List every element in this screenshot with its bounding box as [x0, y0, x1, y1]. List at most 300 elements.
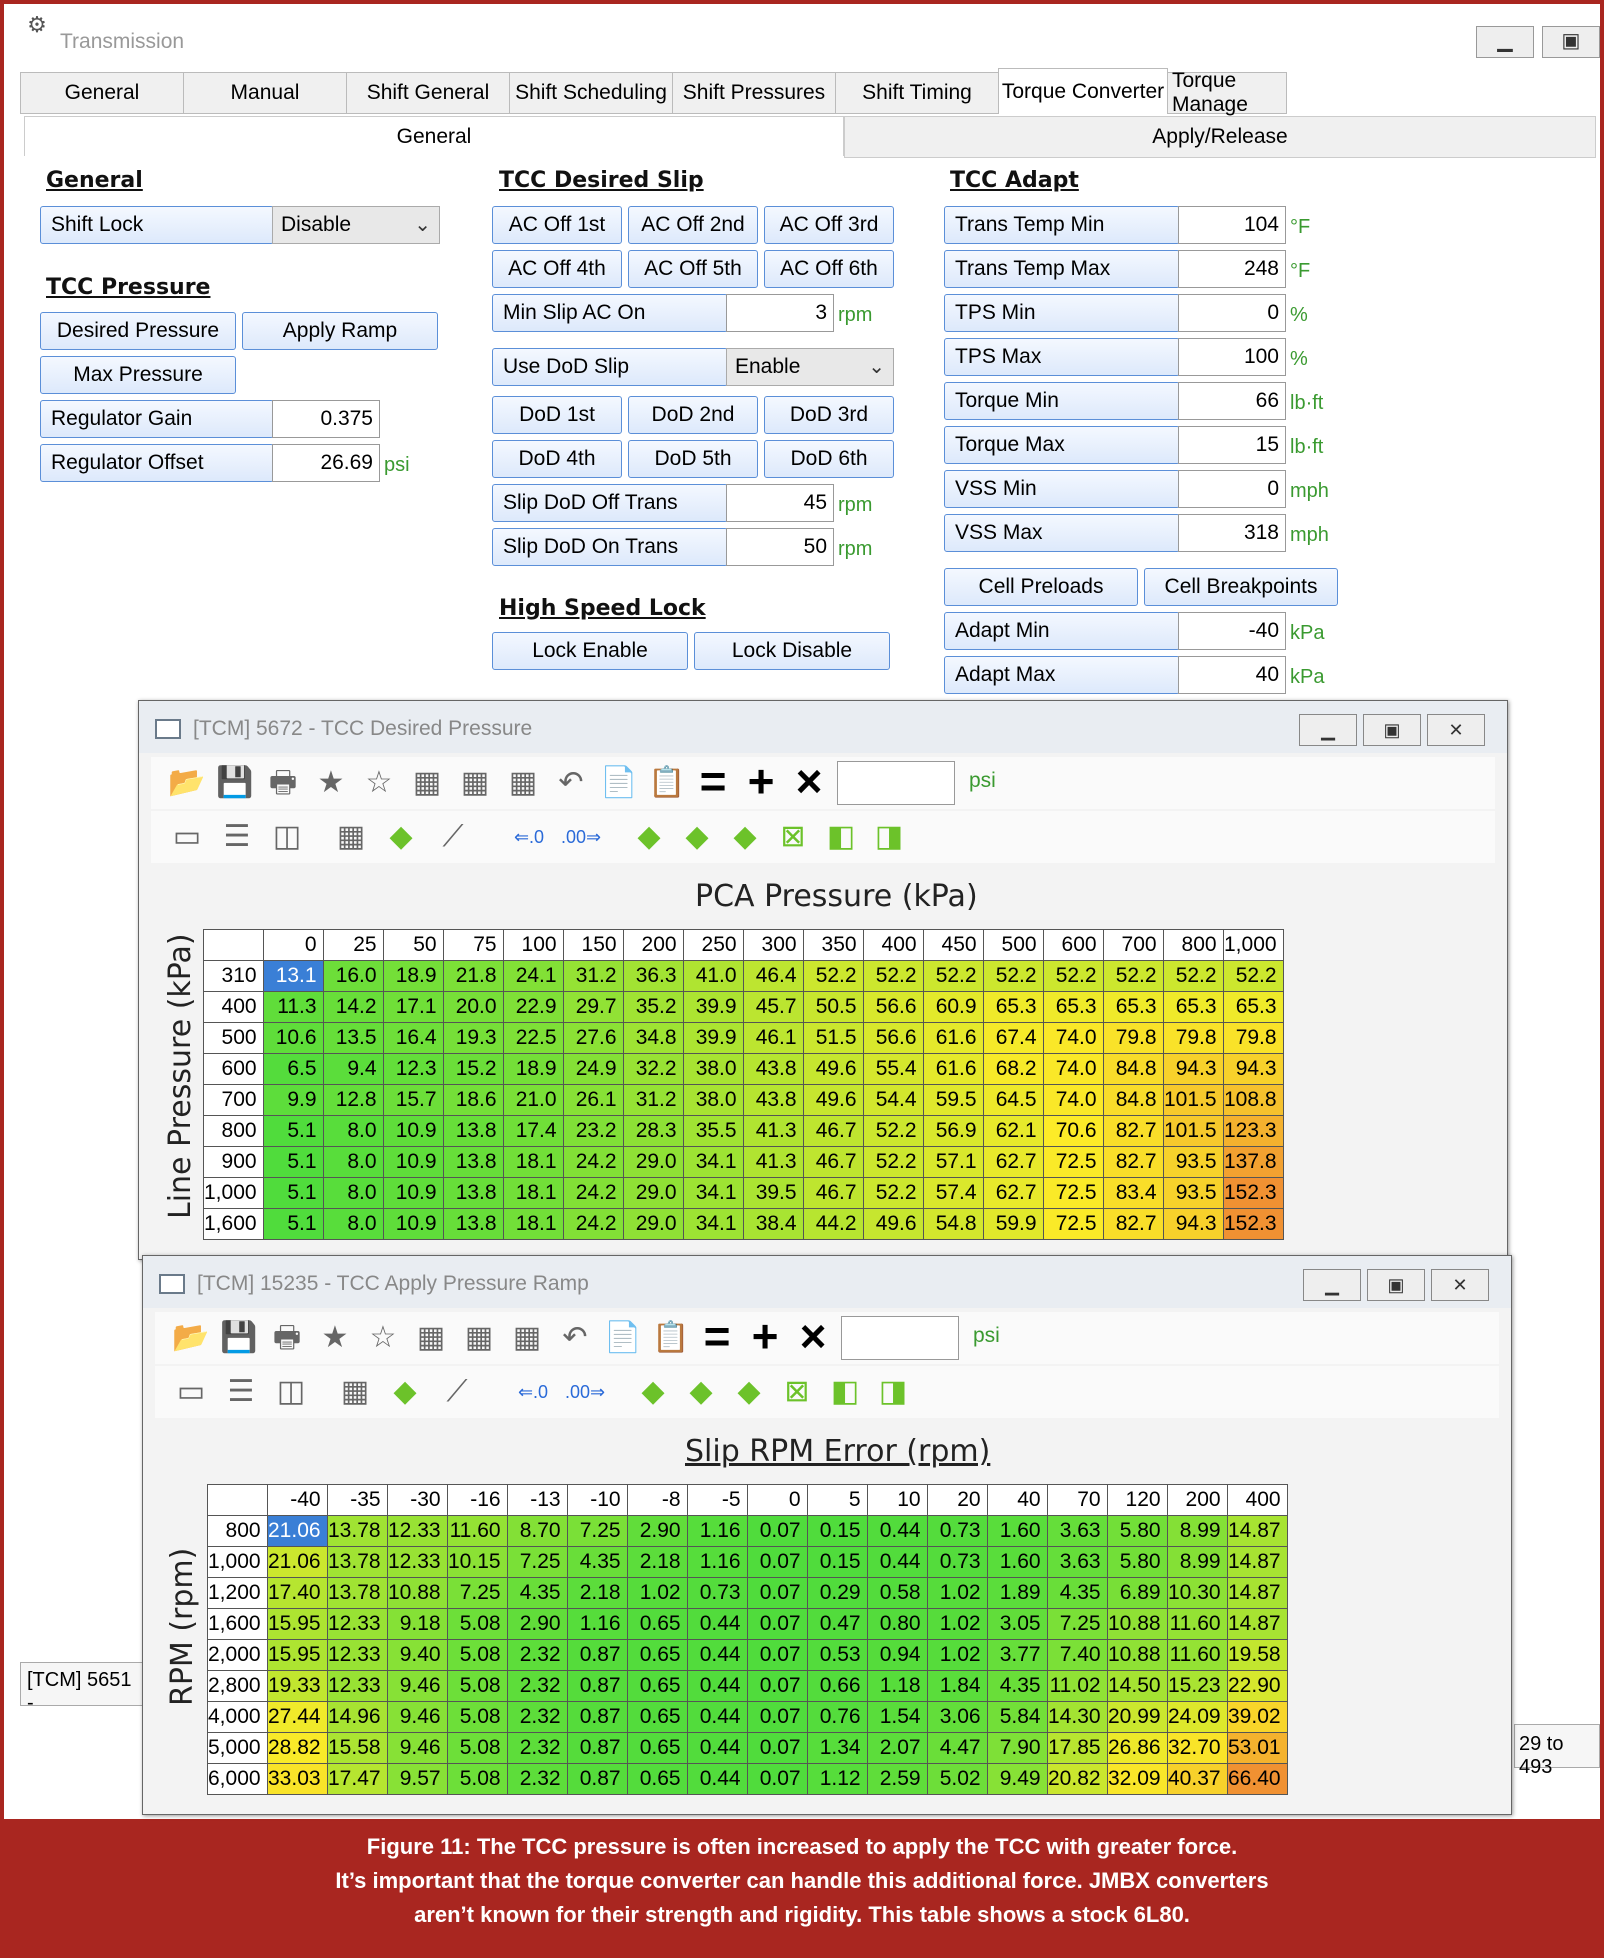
surface-right-icon[interactable]: ◆ — [685, 820, 709, 853]
table-cell[interactable]: 20.82 — [1047, 1764, 1107, 1795]
table-cell[interactable]: 1.60 — [987, 1547, 1047, 1578]
table-cell[interactable]: 39.9 — [683, 992, 743, 1023]
table-cell[interactable]: 0.07 — [747, 1516, 807, 1547]
table-cell[interactable]: 59.9 — [983, 1209, 1043, 1240]
table-cell[interactable]: 7.25 — [567, 1516, 627, 1547]
table-cell[interactable]: 2.90 — [627, 1516, 687, 1547]
table-cell[interactable]: 0.65 — [627, 1702, 687, 1733]
table-cell[interactable]: 65.3 — [983, 992, 1043, 1023]
table-cell[interactable]: 13.5 — [323, 1023, 383, 1054]
table-cell[interactable]: 52.2 — [863, 1116, 923, 1147]
apply-ramp-button[interactable]: Apply Ramp — [242, 312, 438, 350]
table-cell[interactable]: 21.8 — [443, 961, 503, 992]
table-cell[interactable]: 54.4 — [863, 1085, 923, 1116]
table-cell[interactable]: 1.16 — [687, 1516, 747, 1547]
tab-shift-pressures[interactable]: Shift Pressures — [672, 72, 836, 114]
column-header[interactable]: 50 — [383, 930, 443, 961]
table-cell[interactable]: 15.7 — [383, 1085, 443, 1116]
column-header[interactable]: 200 — [1167, 1485, 1227, 1516]
table-cell[interactable]: 12.33 — [387, 1516, 447, 1547]
table-cell[interactable]: 13.78 — [327, 1578, 387, 1609]
table-cell[interactable]: 12.33 — [327, 1640, 387, 1671]
minimize-button[interactable]: ▁ — [1303, 1269, 1361, 1301]
shift-lock-select[interactable] — [272, 206, 440, 244]
table-cell[interactable]: 13.8 — [443, 1116, 503, 1147]
table-cell[interactable]: 0.65 — [627, 1609, 687, 1640]
table-cell[interactable]: 14.96 — [327, 1702, 387, 1733]
table-cell[interactable]: 14.87 — [1227, 1609, 1287, 1640]
lock-enable-button[interactable]: Lock Enable — [492, 632, 688, 670]
torque-min-field[interactable]: 66 — [1178, 382, 1286, 420]
table-cell[interactable]: 18.1 — [503, 1209, 563, 1240]
table-cell[interactable]: 10.9 — [383, 1209, 443, 1240]
table-cell[interactable]: 46.4 — [743, 961, 803, 992]
table-cell[interactable]: 59.5 — [923, 1085, 983, 1116]
table-cell[interactable]: 5.08 — [447, 1671, 507, 1702]
table-cell[interactable]: 4.35 — [987, 1671, 1047, 1702]
table-cell[interactable]: 82.7 — [1103, 1147, 1163, 1178]
column-header[interactable]: 20 — [927, 1485, 987, 1516]
tcc-apply-pressure-ramp-table[interactable] — [207, 1484, 1288, 1795]
table-cell[interactable]: 19.58 — [1227, 1640, 1287, 1671]
table-cell[interactable]: 21.0 — [503, 1085, 563, 1116]
surface-right-icon[interactable]: ◆ — [689, 1375, 713, 1408]
table-cell[interactable]: 93.5 — [1163, 1147, 1223, 1178]
table-cell[interactable]: 10.88 — [387, 1578, 447, 1609]
table-cell[interactable]: 29.0 — [623, 1178, 683, 1209]
table-cell[interactable]: 10.9 — [383, 1147, 443, 1178]
desired-pressure-button[interactable]: Desired Pressure — [40, 312, 236, 350]
table-cell[interactable]: 17.1 — [383, 992, 443, 1023]
paste-icon[interactable]: 📋 — [652, 1321, 690, 1354]
column-header[interactable]: 5 — [807, 1485, 867, 1516]
column-header[interactable]: 600 — [1043, 930, 1103, 961]
table-cell[interactable]: 5.80 — [1107, 1547, 1167, 1578]
table-cell[interactable]: 52.2 — [863, 961, 923, 992]
table-cell[interactable]: 41.0 — [683, 961, 743, 992]
table-cell[interactable]: 5.1 — [263, 1178, 323, 1209]
table-cell[interactable]: 5.08 — [447, 1640, 507, 1671]
vss-max-field[interactable]: 318 — [1178, 514, 1286, 552]
table-cell[interactable]: 22.90 — [1227, 1671, 1287, 1702]
column-header[interactable]: 100 — [503, 930, 563, 961]
restore-button[interactable]: ▣ — [1363, 714, 1421, 746]
restore-button[interactable]: ▣ — [1367, 1269, 1425, 1301]
table-cell[interactable]: 14.87 — [1227, 1547, 1287, 1578]
row-header[interactable]: 1,000 — [204, 1178, 264, 1209]
table-cell[interactable]: 0.65 — [627, 1733, 687, 1764]
tab-shift-scheduling[interactable]: Shift Scheduling — [509, 72, 673, 114]
table-cell[interactable]: 2.59 — [867, 1764, 927, 1795]
slip-dod-on-field[interactable]: 50 — [726, 528, 834, 566]
table-cell[interactable]: 68.2 — [983, 1054, 1043, 1085]
table-cell[interactable]: 31.2 — [563, 961, 623, 992]
table-cell[interactable]: 66.40 — [1227, 1764, 1287, 1795]
table-cell[interactable]: 22.5 — [503, 1023, 563, 1054]
table-cell[interactable]: 2.07 — [867, 1733, 927, 1764]
table-cell[interactable]: 56.6 — [863, 992, 923, 1023]
table-cell[interactable]: 1.16 — [687, 1547, 747, 1578]
table-cell[interactable]: 39.9 — [683, 1023, 743, 1054]
cell-border-icon[interactable]: ◨ — [874, 820, 904, 853]
undo-icon[interactable]: ↶ — [562, 1321, 588, 1354]
table-cell[interactable]: 56.9 — [923, 1116, 983, 1147]
decrease-decimals-icon[interactable]: ⇐.0 — [513, 827, 545, 847]
table-cell[interactable]: 0.44 — [687, 1764, 747, 1795]
table-compare-icon[interactable]: ▦ — [508, 766, 538, 799]
add-favorite-icon[interactable]: ★ — [321, 1321, 349, 1354]
table-cell[interactable]: 52.2 — [1043, 961, 1103, 992]
table-cell[interactable]: 46.7 — [803, 1116, 863, 1147]
table-cell[interactable]: 20.99 — [1107, 1702, 1167, 1733]
tps-max-field[interactable]: 100 — [1178, 338, 1286, 376]
table-cell[interactable]: 50.5 — [803, 992, 863, 1023]
table-cell[interactable]: 65.3 — [1103, 992, 1163, 1023]
table-cell[interactable]: 1.02 — [627, 1578, 687, 1609]
table-cell[interactable]: 9.9 — [263, 1085, 323, 1116]
cell-preloads-button[interactable]: Cell Preloads — [944, 568, 1138, 606]
table-cell[interactable]: 5.08 — [447, 1702, 507, 1733]
table-cell[interactable]: 34.8 — [623, 1023, 683, 1054]
column-header[interactable]: -40 — [267, 1485, 327, 1516]
table-cell[interactable]: 15.23 — [1167, 1671, 1227, 1702]
table-cell[interactable]: 12.8 — [323, 1085, 383, 1116]
column-header[interactable]: 700 — [1103, 930, 1163, 961]
table-cell[interactable]: 8.0 — [323, 1116, 383, 1147]
trans-temp-min-field[interactable]: 104 — [1178, 206, 1286, 244]
table-cell[interactable]: 0.73 — [687, 1578, 747, 1609]
table-cell[interactable]: 45.7 — [743, 992, 803, 1023]
table-view-icon[interactable]: ▦ — [336, 820, 366, 853]
tab-shift-timing[interactable]: Shift Timing — [835, 72, 999, 114]
table-cell[interactable]: 94.3 — [1163, 1054, 1223, 1085]
row-header[interactable]: 5,000 — [208, 1733, 268, 1764]
surface-3d-icon[interactable]: ◆ — [393, 1375, 417, 1408]
minimize-button[interactable]: ▁ — [1476, 26, 1534, 58]
table-cell[interactable]: 39.02 — [1227, 1702, 1287, 1733]
table-cell[interactable]: 62.7 — [983, 1147, 1043, 1178]
table-cell[interactable]: 0.44 — [687, 1609, 747, 1640]
table-cell[interactable]: 1.60 — [987, 1516, 1047, 1547]
column-header[interactable]: 150 — [563, 930, 623, 961]
table-cell[interactable]: 5.84 — [987, 1702, 1047, 1733]
column-header[interactable]: 300 — [743, 930, 803, 961]
table-cell[interactable]: 1.12 — [807, 1764, 867, 1795]
table-cell[interactable]: 52.2 — [923, 961, 983, 992]
table-cell[interactable]: 0.66 — [807, 1671, 867, 1702]
table-cell[interactable]: 24.1 — [503, 961, 563, 992]
table-cell[interactable]: 35.2 — [623, 992, 683, 1023]
table-cell[interactable]: 0.15 — [807, 1547, 867, 1578]
column-header[interactable]: 40 — [987, 1485, 1047, 1516]
table-cell[interactable]: 12.33 — [387, 1547, 447, 1578]
lock-disable-button[interactable]: Lock Disable — [694, 632, 890, 670]
table-cell[interactable]: 54.8 — [923, 1209, 983, 1240]
table-cell[interactable]: 101.5 — [1163, 1085, 1223, 1116]
table-cell[interactable]: 15.58 — [327, 1733, 387, 1764]
table-cell[interactable]: 29.0 — [623, 1147, 683, 1178]
slip-dod-off-field[interactable]: 45 — [726, 484, 834, 522]
table-cell[interactable]: 53.01 — [1227, 1733, 1287, 1764]
table-cell[interactable]: 0.15 — [807, 1516, 867, 1547]
table-cell[interactable]: 5.1 — [263, 1147, 323, 1178]
copy-icon[interactable]: 📄 — [600, 766, 638, 799]
table-compare-icon[interactable]: ▦ — [512, 1321, 542, 1354]
table-cell[interactable]: 55.4 — [863, 1054, 923, 1085]
close-button[interactable]: ✕ — [1427, 714, 1485, 746]
table-cell[interactable]: 24.2 — [563, 1178, 623, 1209]
table-cell[interactable]: 8.0 — [323, 1147, 383, 1178]
table-cell[interactable]: 5.08 — [447, 1764, 507, 1795]
undo-icon[interactable]: ↶ — [558, 766, 584, 799]
decrease-decimals-icon[interactable]: ⇐.0 — [517, 1382, 549, 1402]
graph-icon[interactable]: ⟋ — [442, 820, 464, 853]
table-cell[interactable]: 24.09 — [1167, 1702, 1227, 1733]
split-vertical-icon[interactable]: ◫ — [272, 820, 302, 853]
table-cell[interactable]: 10.88 — [1107, 1640, 1167, 1671]
column-header[interactable]: 70 — [1047, 1485, 1107, 1516]
table-cell[interactable]: 5.08 — [447, 1609, 507, 1640]
table-cell[interactable]: 0.87 — [567, 1764, 627, 1795]
table-cell[interactable]: 10.88 — [1107, 1609, 1167, 1640]
table-cell[interactable]: 0.65 — [627, 1764, 687, 1795]
table-cell[interactable]: 9.49 — [987, 1764, 1047, 1795]
table-cell[interactable]: 61.6 — [923, 1023, 983, 1054]
table-cell[interactable]: 108.8 — [1223, 1085, 1283, 1116]
subtab-general[interactable]: General — [24, 116, 844, 156]
table-cell[interactable]: 9.57 — [387, 1764, 447, 1795]
subtab-apply-release[interactable]: Apply/Release — [844, 116, 1596, 158]
table-cell[interactable]: 11.60 — [1167, 1640, 1227, 1671]
table-cell[interactable]: 19.33 — [267, 1671, 327, 1702]
column-header[interactable]: 0 — [747, 1485, 807, 1516]
table-cell[interactable]: 41.3 — [743, 1116, 803, 1147]
cell-fill-icon[interactable]: ◧ — [830, 1375, 860, 1408]
cell-fill-icon[interactable]: ◧ — [826, 820, 856, 853]
table-cell[interactable]: 14.50 — [1107, 1671, 1167, 1702]
table-cell[interactable]: 14.87 — [1227, 1578, 1287, 1609]
table-cell[interactable]: 2.32 — [507, 1671, 567, 1702]
tps-min-field[interactable]: 0 — [1178, 294, 1286, 332]
table-cell[interactable]: 70.6 — [1043, 1116, 1103, 1147]
table-cell[interactable]: 16.4 — [383, 1023, 443, 1054]
surface-left-icon[interactable]: ◆ — [641, 1375, 665, 1408]
table-cell[interactable]: 13.8 — [443, 1209, 503, 1240]
table-cell[interactable]: 32.09 — [1107, 1764, 1167, 1795]
table-cell[interactable]: 38.4 — [743, 1209, 803, 1240]
table-cell[interactable]: 0.47 — [807, 1609, 867, 1640]
split-horizontal-icon[interactable]: ☰ — [227, 1375, 255, 1408]
table-cell[interactable]: 7.25 — [447, 1578, 507, 1609]
table-cell[interactable]: 9.46 — [387, 1702, 447, 1733]
table-cell[interactable]: 5.08 — [447, 1733, 507, 1764]
table-cell[interactable]: 0.44 — [687, 1640, 747, 1671]
surface-top-icon[interactable]: ◆ — [737, 1375, 761, 1408]
table-cell[interactable]: 65.3 — [1163, 992, 1223, 1023]
table-cell[interactable]: 0.87 — [567, 1702, 627, 1733]
table-cell[interactable]: 21.06 — [267, 1516, 327, 1547]
column-header[interactable]: 120 — [1107, 1485, 1167, 1516]
table-cell[interactable]: 2.18 — [567, 1578, 627, 1609]
table-cell[interactable]: 2.32 — [507, 1702, 567, 1733]
table-cell[interactable]: 83.4 — [1103, 1178, 1163, 1209]
table-cell[interactable]: 52.2 — [803, 961, 863, 992]
table-cell[interactable]: 20.0 — [443, 992, 503, 1023]
table-cell[interactable]: 41.3 — [743, 1147, 803, 1178]
table-cell[interactable]: 152.3 — [1223, 1178, 1283, 1209]
table-cell[interactable]: 1.02 — [927, 1609, 987, 1640]
table-cell[interactable]: 8.99 — [1167, 1547, 1227, 1578]
table-cell[interactable]: 17.40 — [267, 1578, 327, 1609]
table-cell[interactable]: 3.06 — [927, 1702, 987, 1733]
column-header[interactable]: 350 — [803, 930, 863, 961]
table-cell[interactable]: 24.9 — [563, 1054, 623, 1085]
cell-select-icon[interactable]: ⊠ — [780, 820, 806, 853]
dod-4th-button[interactable]: DoD 4th — [492, 440, 622, 478]
table-cell[interactable]: 2.32 — [507, 1764, 567, 1795]
table-cell[interactable]: 26.86 — [1107, 1733, 1167, 1764]
table-cell[interactable]: 21.06 — [267, 1547, 327, 1578]
table-cell[interactable]: 60.9 — [923, 992, 983, 1023]
table-cell[interactable]: 36.3 — [623, 961, 683, 992]
column-header[interactable]: 450 — [923, 930, 983, 961]
column-header[interactable]: 25 — [323, 930, 383, 961]
surface-top-icon[interactable]: ◆ — [733, 820, 757, 853]
table-cell[interactable]: 35.5 — [683, 1116, 743, 1147]
row-header[interactable]: 4,000 — [208, 1702, 268, 1733]
table-cell[interactable]: 61.6 — [923, 1054, 983, 1085]
table-cell[interactable]: 0.73 — [927, 1547, 987, 1578]
table-cell[interactable]: 4.35 — [567, 1547, 627, 1578]
table-cell[interactable]: 14.2 — [323, 992, 383, 1023]
dod-6th-button[interactable]: DoD 6th — [764, 440, 894, 478]
table-cell[interactable]: 84.8 — [1103, 1054, 1163, 1085]
column-header[interactable]: -10 — [567, 1485, 627, 1516]
tab-shift-general[interactable]: Shift General — [346, 72, 510, 114]
table-cell[interactable]: 5.80 — [1107, 1516, 1167, 1547]
row-header[interactable]: 1,200 — [208, 1578, 268, 1609]
table-cell[interactable]: 2.18 — [627, 1547, 687, 1578]
table-cell[interactable]: 65.3 — [1223, 992, 1283, 1023]
table-cell[interactable]: 32.2 — [623, 1054, 683, 1085]
table-cell[interactable]: 14.87 — [1227, 1516, 1287, 1547]
table-cell[interactable]: 52.2 — [863, 1147, 923, 1178]
table-cell[interactable]: 17.47 — [327, 1764, 387, 1795]
table-cell[interactable]: 0.87 — [567, 1733, 627, 1764]
increase-decimals-icon[interactable]: .00⇒ — [560, 827, 602, 847]
column-header[interactable]: 400 — [1227, 1485, 1287, 1516]
adapt-min-field[interactable]: -40 — [1178, 612, 1286, 650]
table-cell[interactable]: 7.25 — [507, 1547, 567, 1578]
remove-favorite-icon[interactable]: ☆ — [365, 766, 393, 799]
ac-off-4th-button[interactable]: AC Off 4th — [492, 250, 622, 288]
table-cell[interactable]: 79.8 — [1163, 1023, 1223, 1054]
ac-off-5th-button[interactable]: AC Off 5th — [628, 250, 758, 288]
table-cell[interactable]: 18.9 — [383, 961, 443, 992]
open-icon[interactable]: 📂 — [168, 766, 206, 799]
table-view-icon[interactable]: ▦ — [340, 1375, 370, 1408]
table-cell[interactable]: 49.6 — [803, 1054, 863, 1085]
table-cell[interactable]: 0.07 — [747, 1640, 807, 1671]
single-view-icon[interactable]: ▭ — [176, 1375, 206, 1408]
table-cell[interactable]: 0.65 — [627, 1671, 687, 1702]
table-cell[interactable]: 3.63 — [1047, 1547, 1107, 1578]
table-cell[interactable]: 0.87 — [567, 1671, 627, 1702]
table-cell[interactable]: 52.2 — [1163, 961, 1223, 992]
column-header[interactable]: -8 — [627, 1485, 687, 1516]
add-favorite-icon[interactable]: ★ — [317, 766, 345, 799]
row-header[interactable]: 500 — [204, 1023, 264, 1054]
table-cell[interactable]: 11.3 — [263, 992, 323, 1023]
row-header[interactable]: 600 — [204, 1054, 264, 1085]
table-cell[interactable]: 4.35 — [507, 1578, 567, 1609]
column-header[interactable]: 800 — [1163, 930, 1223, 961]
table-cell[interactable]: 13.8 — [443, 1178, 503, 1209]
table-cell[interactable]: 0.44 — [687, 1671, 747, 1702]
table-cell[interactable]: 84.8 — [1103, 1085, 1163, 1116]
paste-icon[interactable]: 📋 — [648, 766, 686, 799]
remove-favorite-icon[interactable]: ☆ — [369, 1321, 397, 1354]
table-cell[interactable]: 82.7 — [1103, 1116, 1163, 1147]
table-cell[interactable]: 15.95 — [267, 1640, 327, 1671]
table-cell[interactable]: 62.7 — [983, 1178, 1043, 1209]
row-header[interactable]: 2,000 — [208, 1640, 268, 1671]
table-cell[interactable]: 6.5 — [263, 1054, 323, 1085]
table-cell[interactable]: 1.84 — [927, 1671, 987, 1702]
table-cell[interactable]: 94.3 — [1223, 1054, 1283, 1085]
table-cell[interactable]: 32.70 — [1167, 1733, 1227, 1764]
row-header[interactable]: 900 — [204, 1147, 264, 1178]
table-cell[interactable]: 1.34 — [807, 1733, 867, 1764]
table-cell[interactable]: 7.40 — [1047, 1640, 1107, 1671]
table-cell[interactable]: 15.95 — [267, 1609, 327, 1640]
table-cell[interactable]: 18.6 — [443, 1085, 503, 1116]
tab-torque-manage[interactable]: Torque Manage — [1167, 72, 1287, 114]
table-cell[interactable]: 1.89 — [987, 1578, 1047, 1609]
table-cell[interactable]: 72.5 — [1043, 1209, 1103, 1240]
torque-max-field[interactable]: 15 — [1178, 426, 1286, 464]
row-header[interactable]: 2,800 — [208, 1671, 268, 1702]
value-input[interactable] — [837, 761, 955, 805]
row-header[interactable]: 1,600 — [204, 1209, 264, 1240]
table-cell[interactable]: 0.58 — [867, 1578, 927, 1609]
table-cell[interactable]: 101.5 — [1163, 1116, 1223, 1147]
table-cell[interactable]: 27.44 — [267, 1702, 327, 1733]
table-cell[interactable]: 0.44 — [867, 1516, 927, 1547]
row-header[interactable]: 700 — [204, 1085, 264, 1116]
table-cell[interactable]: 13.78 — [327, 1516, 387, 1547]
table-cell[interactable]: 43.8 — [743, 1085, 803, 1116]
table-cell[interactable]: 13.1 — [263, 961, 323, 992]
table-cell[interactable]: 82.7 — [1103, 1209, 1163, 1240]
dod-1st-button[interactable]: DoD 1st — [492, 396, 622, 434]
table-cell[interactable]: 52.2 — [1103, 961, 1163, 992]
table-cell[interactable]: 74.0 — [1043, 1054, 1103, 1085]
table-cell[interactable]: 10.9 — [383, 1178, 443, 1209]
table-cell[interactable]: 1.16 — [567, 1609, 627, 1640]
table-cell[interactable]: 38.0 — [683, 1085, 743, 1116]
table-icon[interactable]: ▦ — [416, 1321, 446, 1354]
table-cell[interactable]: 0.07 — [747, 1671, 807, 1702]
table-cell[interactable]: 16.0 — [323, 961, 383, 992]
table-cell[interactable]: 38.0 — [683, 1054, 743, 1085]
table-cell[interactable]: 1.54 — [867, 1702, 927, 1733]
table-cell[interactable]: 3.63 — [1047, 1516, 1107, 1547]
table-cell[interactable]: 1.18 — [867, 1671, 927, 1702]
table-cell[interactable]: 2.32 — [507, 1640, 567, 1671]
column-header[interactable]: 500 — [983, 930, 1043, 961]
table-cell[interactable]: 8.70 — [507, 1516, 567, 1547]
